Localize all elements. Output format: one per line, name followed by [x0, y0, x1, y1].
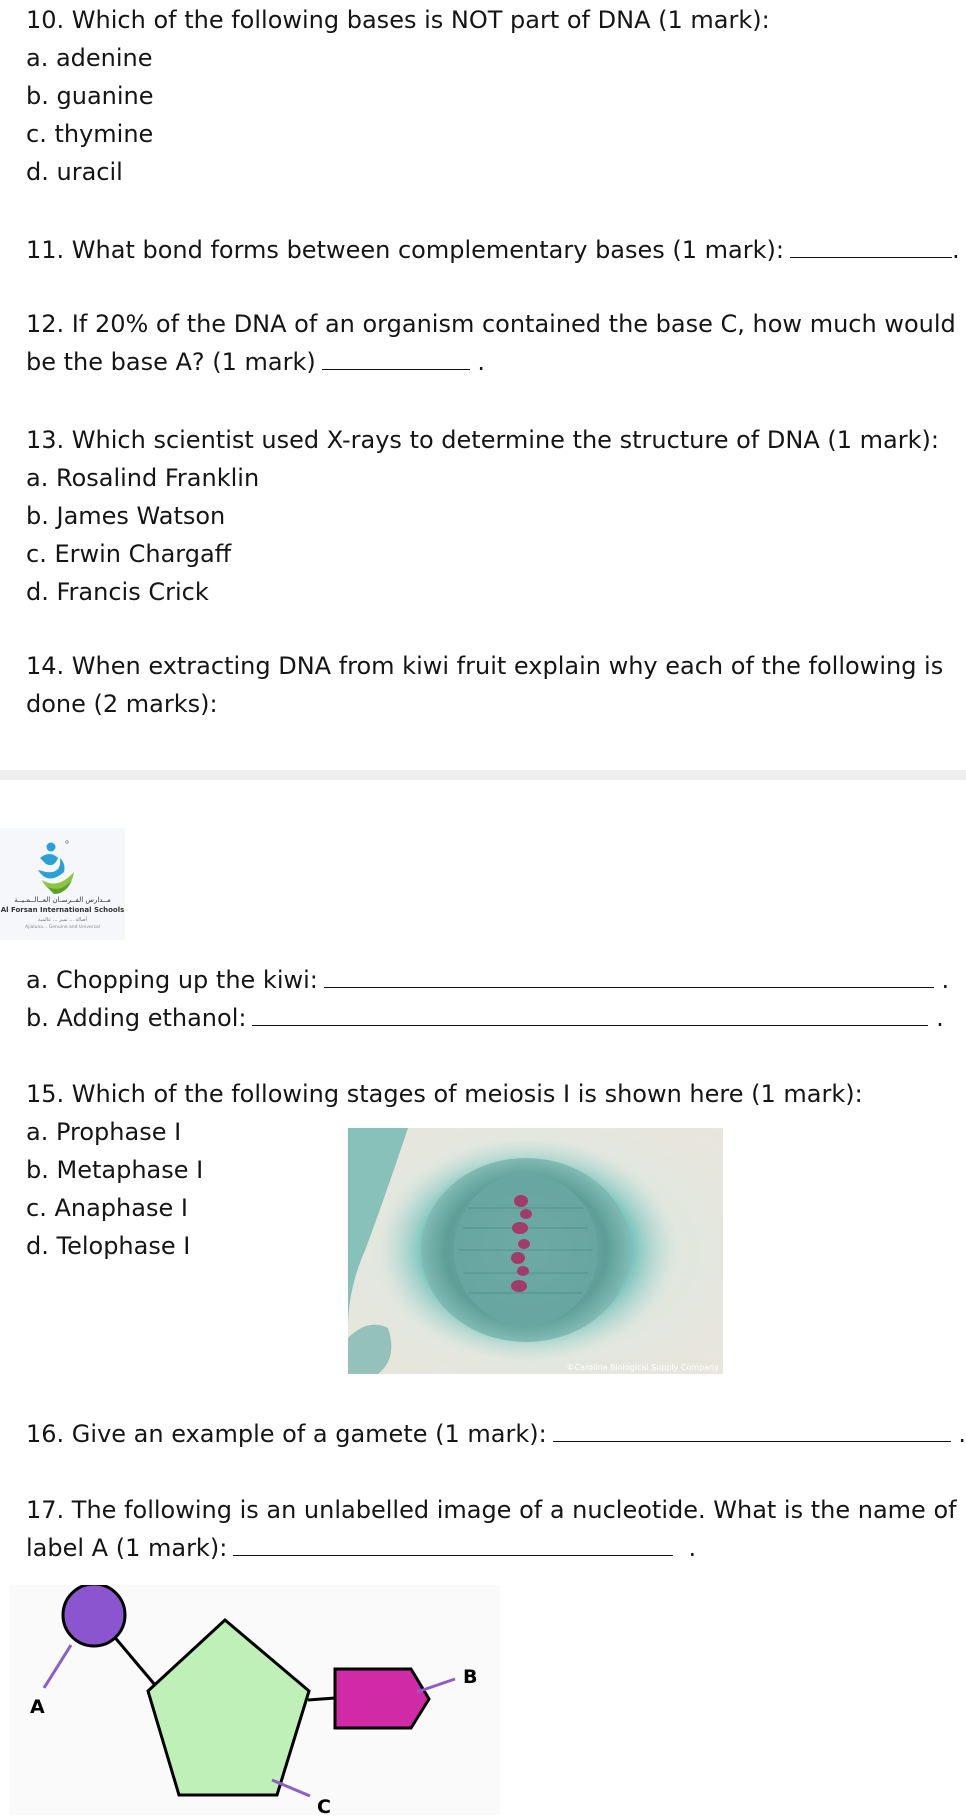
q14-part-b-blank[interactable]	[252, 1024, 928, 1026]
q11-answer-blank[interactable]	[790, 256, 952, 258]
q16-line	[26, 1418, 966, 1450]
label-a: A	[30, 1696, 45, 1718]
school-logo	[0, 828, 125, 940]
q13-option-a: a. Rosalind Franklin	[26, 464, 260, 492]
q10-option-a: a. adenine	[26, 44, 153, 72]
q16-text: 16. Give an example of a gamete (1 mark):	[26, 1420, 547, 1448]
q17-end: .	[688, 1534, 697, 1562]
q14-part-b-label: b. Adding ethanol:	[26, 1004, 247, 1032]
logo-tagline-arabic: أصالة ... تميز ... عالمية	[38, 917, 87, 923]
deoxyribose-sugar	[148, 1620, 309, 1795]
q13-text: 13. Which scientist used X-rays to determine the structure of DNA (1 mark):	[26, 426, 939, 454]
q10-text: 10. Which of the following bases is NOT part of DNA (1 mark):	[26, 6, 770, 34]
q16-answer-blank[interactable]	[553, 1440, 951, 1442]
q13-option-d: d. Francis Crick	[26, 578, 209, 606]
q14-part-a-end: .	[941, 966, 950, 994]
q12-line2	[26, 346, 485, 378]
q16-end: .	[958, 1420, 966, 1448]
q11-line	[26, 234, 960, 266]
q12-text: be the base A? (1 mark)	[26, 348, 316, 376]
logo-english-name: Al Forsan International Schools	[0, 906, 125, 914]
q14-part-a-label: a. Chopping up the kiwi:	[26, 966, 318, 994]
label-c: C	[317, 1796, 331, 1815]
logo-arabic-name: مــدارس الفــرسـان العــالــمـيــة	[14, 896, 111, 904]
page-separator	[0, 770, 966, 780]
metaphase-cell-image	[348, 1128, 723, 1374]
q10-option-d: d. uracil	[26, 158, 123, 186]
logo-tagline-english: Ajialuna... Genuine and Universal	[25, 925, 100, 930]
q14-part-a-blank[interactable]	[324, 986, 934, 988]
label-b-pointer	[417, 1679, 455, 1692]
image-credit: ©Carolina Biological Supply Company	[566, 1363, 719, 1372]
q17-line1: 17. The following is an unlabelled image of a nucleotide. What is the name of	[26, 1496, 957, 1524]
q15-text: 15. Which of the following stages of meiosis I is shown here (1 mark):	[26, 1080, 863, 1108]
meiosis-micrograph	[348, 1128, 723, 1374]
logo-emblem-icon	[0, 828, 125, 898]
q10-option-c: c. thymine	[26, 120, 154, 148]
q12-answer-blank[interactable]	[322, 368, 470, 370]
nitrogenous-base	[335, 1669, 429, 1728]
q12-line1: 12. If 20% of the DNA of an organism contained the base C, how much would	[26, 310, 956, 338]
q13-option-c: c. Erwin Chargaff	[26, 540, 232, 568]
q11-text: 11. What bond forms between complementary bases (1 mark):	[26, 236, 784, 264]
q11-end: .	[951, 236, 960, 264]
q12-end: .	[477, 348, 486, 376]
nucleotide-diagram	[10, 1585, 500, 1815]
q14-part-b-end: .	[936, 1004, 944, 1032]
q15-option-d: d. Telophase I	[26, 1232, 191, 1260]
q15-option-c: c. Anaphase I	[26, 1194, 188, 1222]
worksheet-page-1	[0, 0, 966, 770]
q14-line2: done (2 marks):	[26, 690, 218, 718]
q14-part-a	[26, 964, 949, 996]
nucleotide-svg	[10, 1585, 500, 1815]
q15-option-a: a. Prophase I	[26, 1118, 182, 1146]
q17-line2	[26, 1532, 696, 1564]
q13-option-b: b. James Watson	[26, 502, 226, 530]
base-bond	[308, 1698, 335, 1700]
phosphate-group	[63, 1585, 125, 1646]
q17-answer-blank[interactable]	[233, 1554, 673, 1556]
q15-option-b: b. Metaphase I	[26, 1156, 204, 1184]
q14-line1: 14. When extracting DNA from kiwi fruit explain why each of the following is	[26, 652, 944, 680]
q14-part-b	[26, 1002, 944, 1034]
q10-option-b: b. guanine	[26, 82, 154, 110]
label-b: B	[463, 1666, 478, 1688]
label-a-pointer	[44, 1645, 71, 1688]
q17-text: label A (1 mark):	[26, 1534, 228, 1562]
